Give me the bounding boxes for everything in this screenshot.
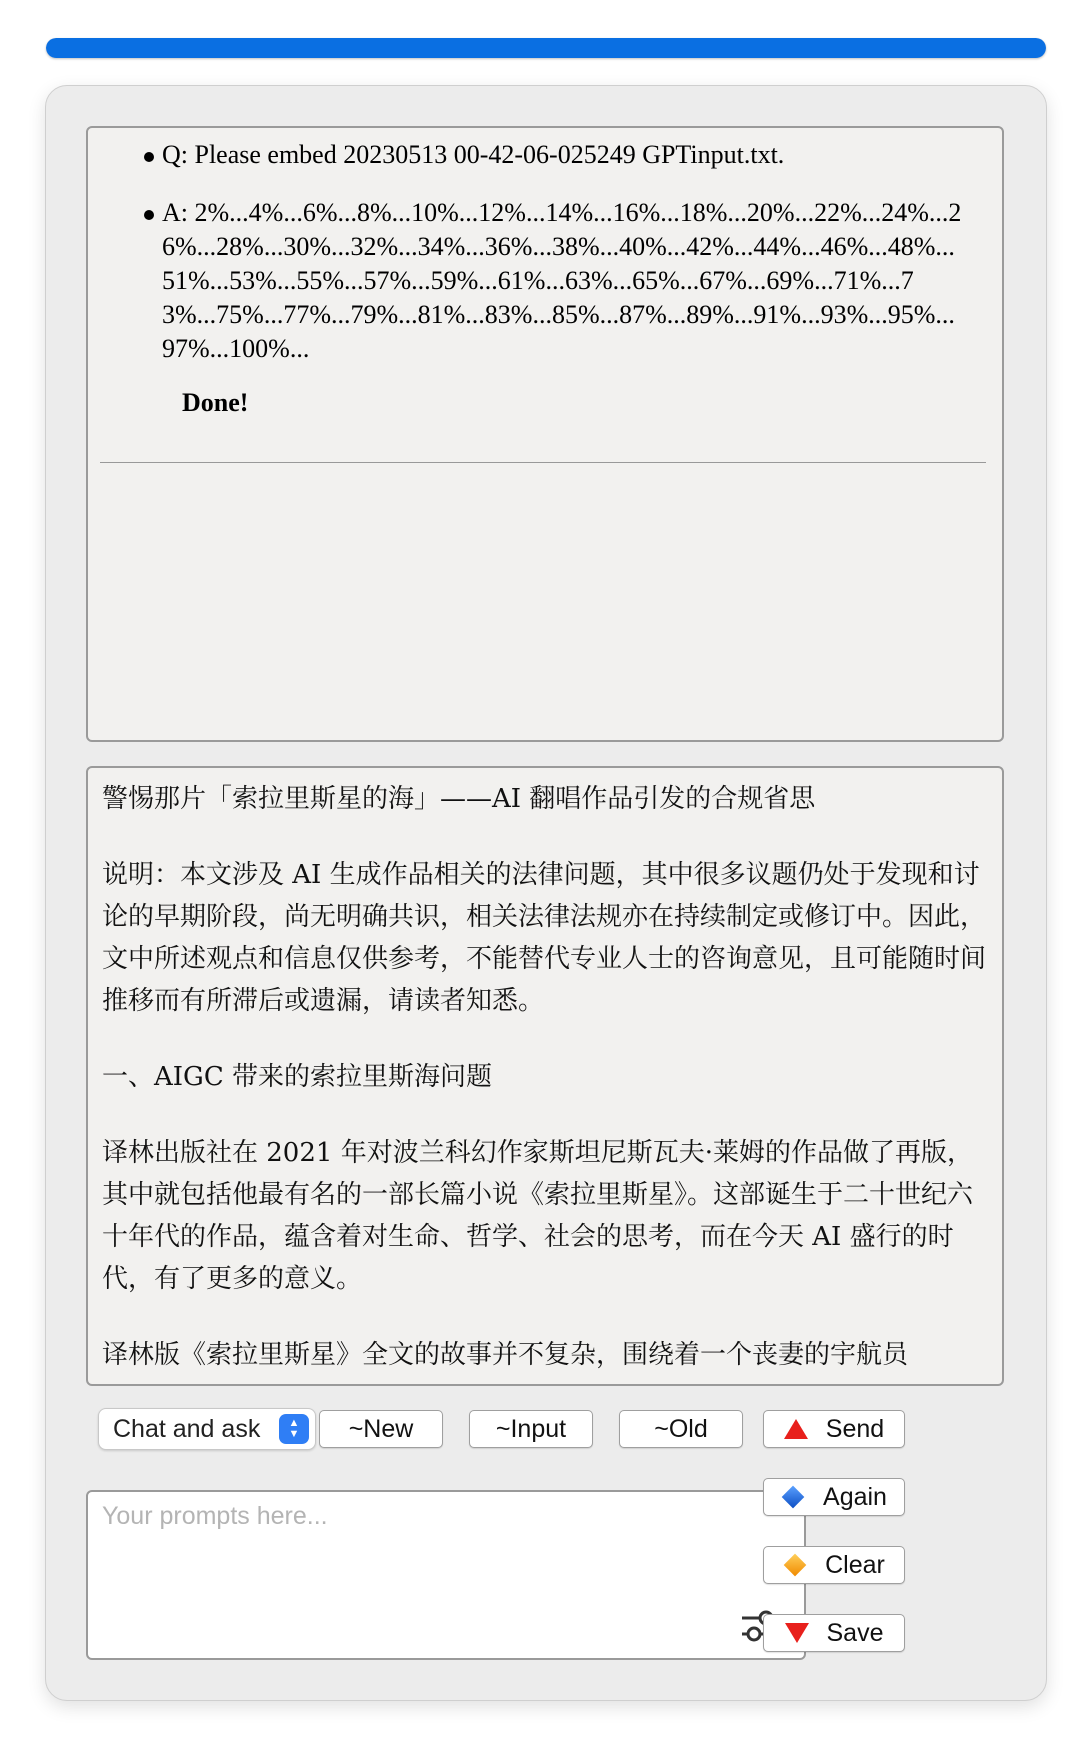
red-up-triangle-icon — [784, 1419, 808, 1439]
qa-list — [162, 138, 962, 390]
red-down-triangle-icon — [785, 1623, 809, 1643]
mode-select[interactable] — [98, 1408, 316, 1450]
save-button[interactable] — [763, 1614, 905, 1652]
input-button[interactable] — [469, 1410, 593, 1448]
clear-button-label: Clear — [825, 1550, 885, 1579]
old-button[interactable] — [619, 1410, 743, 1448]
input-button-label: ~Input — [495, 1414, 567, 1443]
send-button[interactable] — [763, 1410, 905, 1448]
new-button-label: ~New — [348, 1414, 414, 1443]
mode-select-value: Chat and ask — [113, 1414, 261, 1443]
article-section-heading: 一、AIGC 带来的索拉里斯海问题 — [102, 1062, 492, 1092]
again-button[interactable] — [763, 1478, 905, 1516]
clear-button[interactable] — [763, 1546, 905, 1584]
prompt-input[interactable] — [100, 1500, 744, 1644]
question-item: Q: Please embed 20230513 00-42-06-025249 GPTinput.txt. — [162, 138, 962, 172]
progress-bar-fill — [46, 38, 1046, 58]
select-arrows-icon: ▲ ▼ — [279, 1414, 309, 1444]
article-paragraph: 译林版《索拉里斯星》全文的故事并不复杂，围绕着一个丧妻的宇航员 — [102, 1340, 909, 1370]
save-button-label: Save — [826, 1618, 884, 1647]
article-paragraph: 说明：本文涉及 AI 生成作品相关的法律问题，其中很多议题仍处于发现和讨论的早期阶段，尚无明确共识，相关法律法规亦在持续制定或修订中。因此，文中所述观点和信息仅供参考，不能替代专业人士的咨询意见，且可能随时间推移而有所滞后或遗漏，请读者知悉。 — [102, 860, 987, 1016]
prompt-box — [86, 1490, 806, 1660]
done-text: Done! — [182, 388, 249, 417]
output-pane[interactable] — [86, 126, 1004, 742]
progress-bar — [46, 38, 1046, 58]
blue-diamond-icon — [782, 1486, 805, 1509]
old-button-label: ~Old — [654, 1414, 708, 1443]
article-title: 警惕那片「索拉里斯星的海」——AI 翻唱作品引发的合规省思 — [102, 784, 816, 814]
new-button[interactable] — [319, 1410, 443, 1448]
orange-diamond-icon — [784, 1554, 807, 1577]
answer-item: A: 2%...4%...6%...8%...10%...12%...14%...16%...18%...20%...22%...24%...26%...28%...30%...32%...34%...36%...38%...40%...42%...44%...46%...48%...51%...53%...55%...57%...59%...61%...63%...65%...67%...69%...71%...73%...75%...77%...79%...81%...83%...85%...87%...89%...91%...93%...95%...97%...100%... — [162, 196, 962, 366]
send-button-label: Send — [825, 1414, 885, 1443]
again-button-label: Again — [823, 1482, 887, 1511]
article-paragraph: 译林出版社在 2021 年对波兰科幻作家斯坦尼斯瓦夫·莱姆的作品做了再版，其中就包括他最有名的一部长篇小说《索拉里斯星》。这部诞生于二十世纪六十年代的作品，蕴含着对生命、哲学、社会的思考，而在今天 AI 盛行的时代，有了更多的意义。 — [102, 1138, 974, 1294]
article-pane[interactable] — [86, 766, 1004, 1386]
output-divider — [100, 462, 986, 463]
app-window — [45, 85, 1047, 1701]
